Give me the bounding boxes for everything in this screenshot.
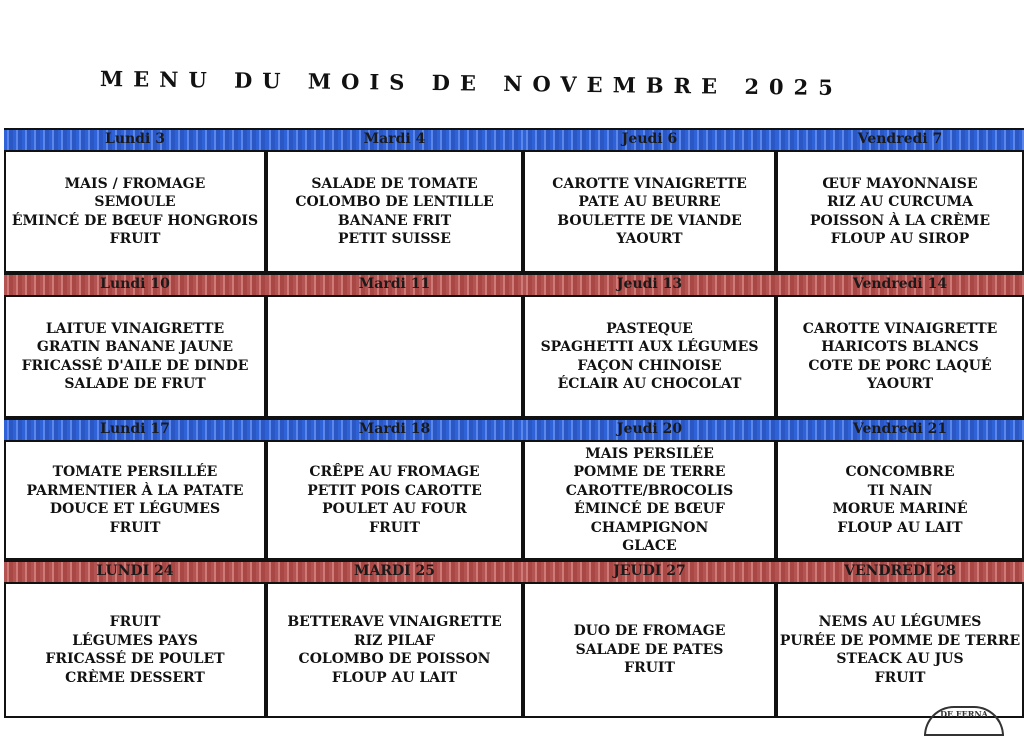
day-menu-cell [4, 152, 266, 273]
menu-item: FRUIT [624, 660, 675, 677]
day-header: VENDREDI 28 [776, 560, 1024, 584]
menu-item: FRUIT [874, 669, 926, 686]
menu-item: PURÉE DE POMME DE TERRE [779, 632, 1021, 649]
menu-item: POISSON À LA CRÈME [810, 212, 990, 229]
day-header: Jeudi 6 [523, 128, 776, 152]
menu-item: FRICASSÉ D'AILE DE DINDE [21, 357, 249, 374]
menu-item: PATE AU BEURRE [578, 194, 721, 210]
menu-item: SALADE DE TOMATE [311, 175, 478, 192]
day-header: MARDI 25 [266, 560, 523, 584]
day-header: Mardi 18 [266, 418, 523, 442]
week-row [4, 418, 1024, 560]
week-row [4, 128, 1024, 273]
menu-item: PARMENTIER À LA PATATE [26, 482, 244, 499]
menu-item: FRUIT [109, 231, 161, 247]
menu-item: RIZ AU CURCUMA [827, 194, 973, 210]
menu-item: FAÇON CHINOISE [577, 357, 722, 374]
menu-item: SEMOULE [94, 194, 176, 210]
menu-item: MORUE MARINÉ [832, 501, 968, 517]
menu-item: BANANE FRIT [337, 212, 452, 229]
menu-item: LÉGUMES PAYS [72, 632, 198, 649]
menu-item: COLOMBO DE POISSON [298, 651, 491, 667]
menu-item: YAOURT [866, 376, 934, 392]
day-menu-cell [776, 152, 1024, 273]
day-header: Mardi 11 [266, 273, 523, 297]
menu-item: CAROTTE VINAIGRETTE [552, 175, 747, 192]
menu-item: FLOUP AU LAIT [837, 519, 963, 536]
menu-item: MAIS / FROMAGE [64, 175, 206, 192]
menu-item: SPAGHETTI AUX LÉGUMES [540, 339, 759, 355]
day-menu-cell [4, 442, 266, 560]
day-header: Mardi 4 [266, 128, 523, 152]
day-menu-cell [266, 442, 523, 560]
menu-grid [4, 128, 1024, 718]
menu-item: GRATIN BANANE JAUNE [36, 339, 234, 355]
day-header: Lundi 10 [4, 273, 266, 297]
menu-item: FLOUP AU SIROP [830, 231, 970, 247]
day-header: JEUDI 27 [523, 560, 776, 584]
menu-item: CONCOMBRE [845, 464, 955, 480]
day-header: Lundi 17 [4, 418, 266, 442]
menu-item: PASTEQUE [606, 320, 693, 337]
menu-item: CAROTTE/BROCOLIS [565, 482, 734, 499]
menu-item: DUO DE FROMAGE [573, 623, 726, 640]
menu-item: POMME DE TERRE [573, 464, 726, 480]
page-title: MENU DU MOIS DE NOVEMBRE 2025 [99, 66, 844, 101]
menu-item: CRÈME DESSERT [65, 669, 205, 686]
day-header: Jeudi 13 [523, 273, 776, 297]
menu-item: CRÊPE AU FROMAGE [309, 464, 480, 480]
day-menu-cell [4, 297, 266, 418]
day-menu-cell [523, 584, 776, 718]
day-menu-cell [776, 442, 1024, 560]
week-row [4, 560, 1024, 718]
menu-item: FRICASSÉ DE POULET [45, 651, 225, 667]
menu-item: CAROTTE VINAIGRETTE [802, 320, 998, 337]
menu-item: RIZ PILAF [354, 632, 435, 649]
menu-item: CHAMPIGNON [590, 519, 709, 536]
menu-item: MAIS PERSILÉE [585, 445, 714, 462]
menu-item: PETIT POIS CAROTTE [307, 482, 482, 499]
menu-item: TI NAIN [867, 482, 933, 499]
menu-item: POULET AU FOUR [322, 501, 467, 517]
menu-item: TOMATE PERSILLÉE [52, 464, 218, 480]
menu-item: HARICOTS BLANCS [821, 339, 979, 355]
day-menu-cell [523, 152, 776, 273]
menu-item: COLOMBO DE LENTILLE [295, 194, 494, 210]
day-menu-cell [776, 297, 1024, 418]
menu-item: DOUCE ET LÉGUMES [49, 501, 221, 517]
day-menu-cell [266, 297, 523, 418]
day-menu-cell [776, 584, 1024, 718]
menu-item: ŒUF MAYONNAISE [822, 175, 978, 192]
menu-item: COTE DE PORC LAQUÉ [808, 357, 992, 374]
day-header: LUNDI 24 [4, 560, 266, 584]
menu-item: YAOURT [616, 231, 683, 247]
menu-item: FRUIT [109, 519, 161, 536]
day-header: Vendredi 14 [776, 273, 1024, 297]
menu-item: BOULETTE DE VIANDE [557, 212, 742, 229]
menu-item: FLOUP AU LAIT [331, 669, 458, 686]
menu-item: SALADE DE PATES [575, 641, 724, 658]
day-header: Lundi 3 [4, 128, 266, 152]
menu-item: FRUIT [369, 519, 420, 536]
menu-item: PETIT SUISSE [338, 231, 451, 247]
menu-item: GLACE [622, 538, 677, 554]
stamp-text: DE FERNA [940, 709, 988, 719]
menu-item: LAITUE VINAIGRETTE [45, 320, 225, 337]
day-menu-cell [266, 152, 523, 273]
menu-item: ÉMINCÉ DE BŒUF HONGROIS [11, 212, 259, 229]
day-menu-cell [4, 584, 266, 718]
menu-item: NEMS AU LÉGUMES [818, 614, 982, 630]
week-row [4, 273, 1024, 418]
day-header: Vendredi 21 [776, 418, 1024, 442]
day-menu-cell [266, 584, 523, 718]
day-menu-cell [523, 442, 776, 560]
menu-item: SALADE DE FRUT [64, 376, 206, 392]
day-header: Jeudi 20 [523, 418, 776, 442]
menu-item: ÉCLAIR AU CHOCOLAT [557, 376, 742, 392]
menu-item: STEACK AU JUS [836, 651, 964, 667]
day-header: Vendredi 7 [776, 128, 1024, 152]
day-menu-cell [523, 297, 776, 418]
menu-item: BETTERAVE VINAIGRETTE [287, 614, 502, 630]
menu-item: FRUIT [109, 614, 161, 630]
menu-item: ÉMINCÉ DE BŒUF [574, 501, 725, 517]
